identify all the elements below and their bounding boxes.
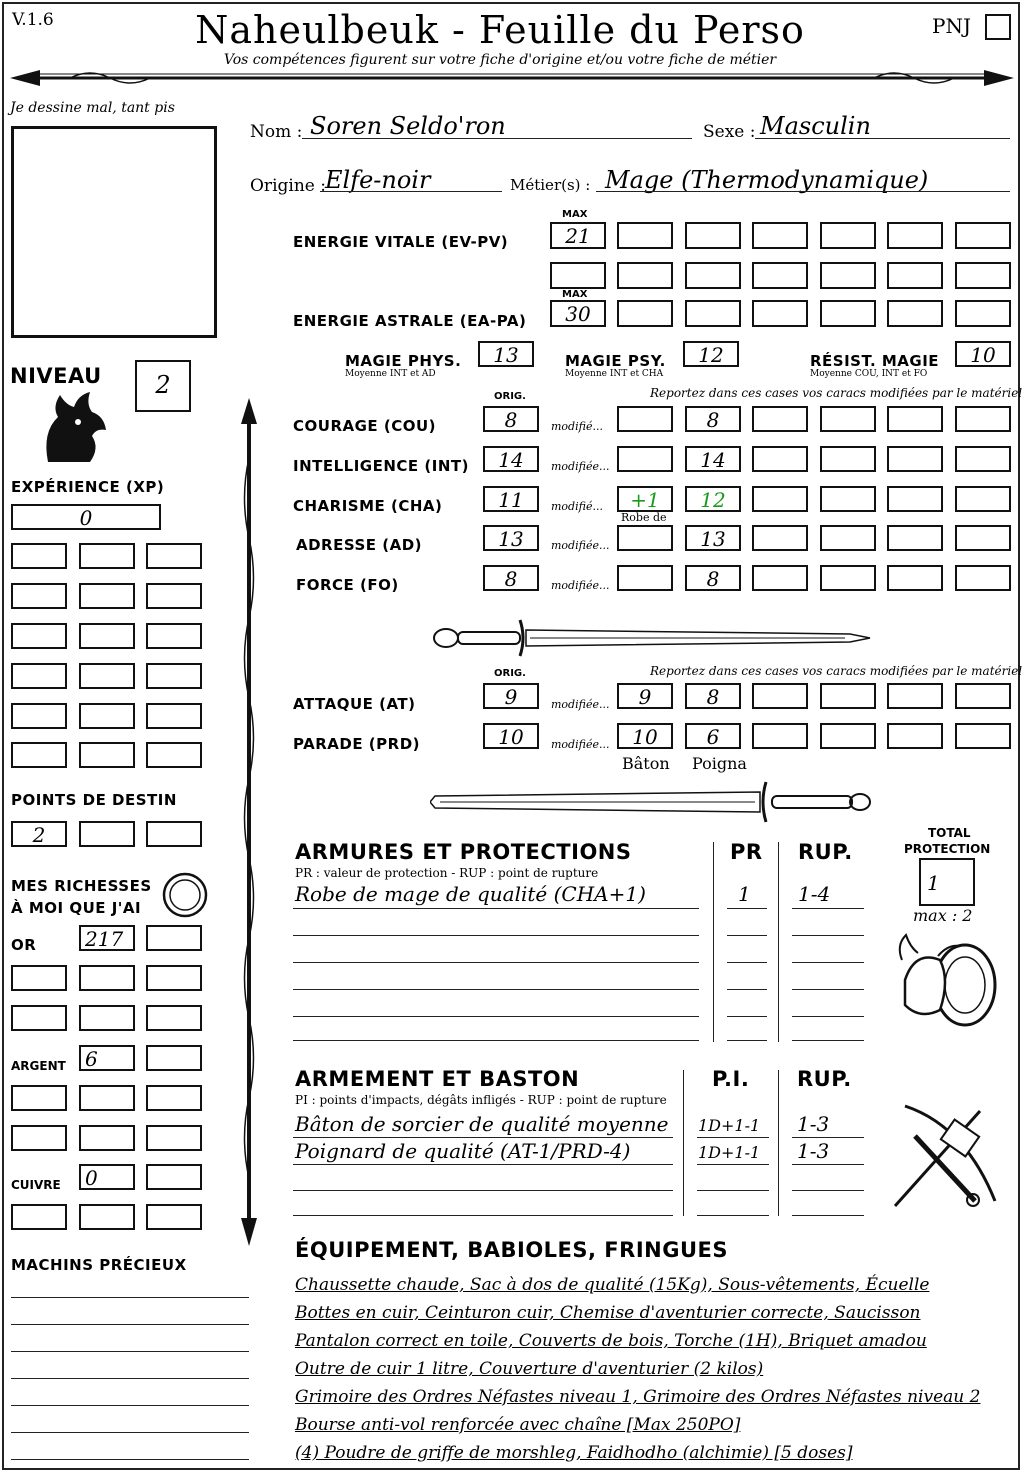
combat-mod-box[interactable]	[955, 723, 1011, 749]
carac-mod-box[interactable]	[752, 486, 808, 512]
pnj-checkbox[interactable]	[985, 14, 1011, 40]
armure-pr-line[interactable]	[727, 1040, 767, 1041]
carac-mod-box[interactable]	[887, 565, 943, 591]
xp-grid-box[interactable]	[146, 623, 202, 649]
cuivre-box[interactable]	[11, 1204, 67, 1230]
machins-line[interactable]	[11, 1459, 249, 1460]
arme-line	[293, 1164, 673, 1165]
carac-report-note: Reportez dans ces cases vos caracs modifiées par le matériel	[650, 386, 1023, 400]
arme-rup[interactable]: 1-3	[797, 1112, 830, 1136]
magie-psy-note: Moyenne INT et CHA	[565, 369, 664, 379]
carac-orig-box[interactable]: 13	[483, 525, 539, 551]
spear-vertical-icon	[234, 398, 264, 1246]
pi-header: P.I.	[712, 1067, 750, 1091]
ev-box[interactable]	[617, 262, 673, 289]
spear-divider-icon	[10, 66, 1014, 90]
combat-mod-box[interactable]	[820, 723, 876, 749]
sword-icon	[430, 612, 875, 658]
combat-orig-box[interactable]: 9	[483, 683, 539, 709]
arme-pi-line	[697, 1137, 769, 1138]
carac-modif-label: modifiée...	[551, 579, 610, 592]
carac-mod-box[interactable]	[955, 446, 1011, 472]
niveau-box[interactable]: 2	[135, 360, 191, 412]
carac-mod-box[interactable]: 12	[685, 486, 741, 512]
argent-box[interactable]	[146, 1045, 202, 1071]
ea-max-label: MAX	[562, 289, 588, 300]
magie-phys-label: MAGIE PHYS.	[345, 352, 462, 370]
version-label: V.1.6	[12, 10, 54, 30]
carac-mod-box[interactable]	[955, 525, 1011, 551]
total-protection-box[interactable]: 1	[919, 858, 975, 906]
carac-mod-box[interactable]	[887, 486, 943, 512]
xp-box[interactable]: 0	[11, 504, 161, 530]
armure-rup-line[interactable]	[792, 1040, 864, 1041]
xp-grid-box[interactable]	[146, 543, 202, 569]
combat-label: PARADE (PRD)	[293, 735, 421, 753]
magie-psy-box[interactable]: 12	[683, 341, 739, 367]
carac-mod-box[interactable]: 14	[685, 446, 741, 472]
combat-orig-box[interactable]: 10	[483, 723, 539, 749]
combat-mod-box[interactable]	[752, 683, 808, 709]
carac-mod-box[interactable]	[887, 446, 943, 472]
metier-line	[596, 191, 1010, 192]
armure-pr-line[interactable]	[727, 989, 767, 990]
destin-box[interactable]	[79, 821, 135, 847]
ev-box[interactable]	[820, 222, 876, 249]
orig-label: ORIG.	[494, 391, 526, 402]
or-box[interactable]	[79, 965, 135, 991]
arme-pi-line[interactable]	[697, 1215, 769, 1216]
cuivre-box[interactable]	[79, 1204, 135, 1230]
carac-modif-label: modifiée...	[551, 460, 610, 473]
origine-value[interactable]: Elfe-noir	[325, 166, 431, 194]
armure-pr-line[interactable]	[727, 1016, 767, 1017]
xp-grid-box[interactable]	[146, 742, 202, 768]
sword-icon	[430, 778, 875, 824]
origine-line	[320, 191, 502, 192]
carac-mod-box[interactable]: 13	[685, 525, 741, 551]
ea-box[interactable]	[820, 300, 876, 327]
combat-modif-label: modifiée...	[551, 698, 610, 711]
carac-label: ADRESSE (AD)	[296, 536, 423, 554]
arme-pi[interactable]: 1D+1-1	[698, 1116, 761, 1135]
richesses-label: À MOI QUE J'AI	[11, 899, 142, 917]
arme-rup[interactable]: 1-3	[797, 1139, 830, 1163]
column-divider	[778, 1070, 779, 1216]
combat-label: ATTAQUE (AT)	[293, 695, 416, 713]
resist-magie-box[interactable]: 10	[955, 341, 1011, 367]
machins-line[interactable]	[11, 1324, 249, 1325]
rup-header: RUP.	[798, 840, 853, 864]
combat-mod-box[interactable]	[955, 683, 1011, 709]
rup-header: RUP.	[797, 1067, 852, 1091]
carac-modif-label: modifié...	[551, 420, 603, 433]
combat-modif-label: modifiée...	[551, 738, 610, 751]
combat-mod-box[interactable]: 10	[617, 723, 673, 749]
magie-psy-label: MAGIE PSY.	[565, 352, 666, 370]
armure-line[interactable]	[293, 1016, 699, 1017]
nom-label: Nom :	[250, 122, 303, 142]
or-box[interactable]	[11, 1005, 67, 1031]
xp-grid-box[interactable]	[11, 703, 67, 729]
xp-grid-box[interactable]	[11, 623, 67, 649]
arme-line[interactable]	[293, 1190, 673, 1191]
equipement-line[interactable]: Bottes en cuir, Ceinturon cuir, Chemise d'aventurier correcte, Saucisson	[295, 1303, 921, 1323]
armures-note: PR : valeur de protection - RUP : point de rupture	[295, 866, 599, 880]
carac-mod-box[interactable]	[752, 406, 808, 432]
destin-label: POINTS DE DESTIN	[11, 791, 177, 809]
combat-mod-box[interactable]	[752, 723, 808, 749]
column-divider	[713, 842, 714, 1042]
armure-line[interactable]	[293, 935, 699, 936]
arme-line	[293, 1137, 673, 1138]
or-box[interactable]: 217	[79, 925, 135, 951]
pr-header: PR	[730, 840, 763, 864]
equipement-line[interactable]: Pantalon correct en toile, Couverts de bois, Torche (1H), Briquet amadou	[295, 1331, 927, 1351]
carac-mod-box[interactable]	[617, 565, 673, 591]
equipement-line[interactable]: (4) Poudre de griffe de morshleg, Faidhodho (alchimie) [5 doses]	[295, 1443, 853, 1463]
equipement-line[interactable]: Outre de cuir 1 litre, Couverture d'aventurier (2 kilos)	[295, 1359, 764, 1379]
combat-orig-label: ORIG.	[494, 668, 526, 679]
carac-mod-box[interactable]: 8	[685, 565, 741, 591]
combat-mod-box[interactable]	[887, 683, 943, 709]
carac-mod-box[interactable]	[955, 406, 1011, 432]
machins-label: MACHINS PRÉCIEUX	[11, 1256, 187, 1274]
armure-rup-line[interactable]	[792, 962, 864, 963]
total-protection-label: PROTECTION	[904, 842, 991, 856]
niveau-label: NIVEAU	[10, 364, 102, 388]
carac-orig-box[interactable]: 14	[483, 446, 539, 472]
nom-line	[302, 138, 692, 139]
equipement-line[interactable]: Bourse anti-vol renforcée avec chaîne [Max 250PO]	[295, 1415, 741, 1435]
carac-mod-box[interactable]	[820, 486, 876, 512]
carac-orig-box[interactable]: 11	[483, 486, 539, 512]
ev-box[interactable]	[955, 222, 1011, 249]
arme-rup-line	[792, 1164, 864, 1165]
argent-box[interactable]	[146, 1085, 202, 1111]
portrait-box[interactable]	[11, 126, 217, 338]
ev-box[interactable]	[955, 262, 1011, 289]
arme-pi-line	[697, 1164, 769, 1165]
armure-pr-line[interactable]	[727, 935, 767, 936]
machins-line[interactable]	[11, 1297, 249, 1298]
equipement-title: ÉQUIPEMENT, BABIOLES, FRINGUES	[295, 1238, 728, 1262]
armure-line	[293, 908, 699, 909]
xp-grid-box[interactable]	[79, 663, 135, 689]
weapons-icon	[885, 1096, 1005, 1216]
combat-mod-box[interactable]: 9	[617, 683, 673, 709]
xp-grid-box[interactable]	[79, 543, 135, 569]
xp-grid-box[interactable]	[146, 703, 202, 729]
carac-mod-box[interactable]	[820, 406, 876, 432]
cuivre-label: CUIVRE	[11, 1178, 61, 1192]
argent-box[interactable]: 6	[79, 1045, 135, 1071]
carac-modif-label: modifiée...	[551, 539, 610, 552]
metier-label: Métier(s) :	[510, 176, 591, 194]
carac-mod-box[interactable]	[617, 406, 673, 432]
argent-box[interactable]	[11, 1125, 67, 1151]
sexe-label: Sexe :	[703, 122, 756, 142]
ev-label: ENERGIE VITALE (EV-PV)	[293, 233, 509, 251]
carac-orig-box[interactable]: 8	[483, 565, 539, 591]
metier-value[interactable]: Mage (Thermodynamique)	[605, 166, 929, 194]
combat-mod-box[interactable]	[820, 683, 876, 709]
armure-line[interactable]	[293, 962, 699, 963]
carac-mod-box[interactable]	[752, 565, 808, 591]
carac-mod-box[interactable]	[955, 565, 1011, 591]
dragon-icon	[38, 392, 106, 464]
ev-max-box[interactable]: 21	[550, 222, 606, 249]
or-label: OR	[11, 936, 37, 954]
ev-box[interactable]	[685, 222, 741, 249]
xp-grid-box[interactable]	[79, 623, 135, 649]
carac-mod-box[interactable]	[887, 406, 943, 432]
ea-box[interactable]	[752, 300, 808, 327]
sexe-value[interactable]: Masculin	[760, 112, 871, 140]
combat-mod-box[interactable]: 8	[685, 683, 741, 709]
arme-pi-line[interactable]	[697, 1190, 769, 1191]
page-subtitle: Vos compétences figurent sur votre fiche d'origine et/ou votre fiche de métier	[223, 52, 777, 68]
armure-rup[interactable]: 1-4	[798, 882, 831, 906]
xp-grid-box[interactable]	[79, 583, 135, 609]
arme-line[interactable]	[293, 1215, 673, 1216]
carac-mod-box[interactable]	[820, 525, 876, 551]
combat-report-note: Reportez dans ces cases vos caracs modifiées par le matériel	[650, 664, 1023, 678]
xp-grid-box[interactable]	[11, 742, 67, 768]
origine-label: Origine :	[250, 176, 326, 196]
ev-box[interactable]	[752, 262, 808, 289]
xp-grid-box[interactable]	[146, 583, 202, 609]
ea-max-box[interactable]: 30	[550, 300, 606, 327]
armure-pr-line	[727, 908, 767, 909]
helmet-shield-icon	[890, 930, 1000, 1034]
carac-label: CHARISME (CHA)	[293, 497, 443, 515]
page-title: Naheulbeuk - Feuille du Perso	[195, 8, 805, 52]
coin-icon	[162, 872, 208, 918]
ev-max-label: MAX	[562, 209, 588, 220]
cuivre-box[interactable]	[146, 1164, 202, 1190]
destin-box[interactable]: 2	[11, 821, 67, 847]
destin-box[interactable]	[146, 821, 202, 847]
carac-mod-box[interactable]	[617, 446, 673, 472]
or-box[interactable]	[146, 1005, 202, 1031]
arme-rup-line[interactable]	[792, 1190, 864, 1191]
ev-box[interactable]	[752, 222, 808, 249]
armement-note: PI : points d'impacts, dégâts infligés - RUP : point de rupture	[295, 1093, 667, 1107]
armure-line[interactable]	[293, 989, 699, 990]
ea-label: ENERGIE ASTRALE (EA-PA)	[293, 312, 527, 330]
arme-rup-line[interactable]	[792, 1215, 864, 1216]
argent-box[interactable]	[79, 1125, 135, 1151]
ev-box[interactable]	[550, 262, 606, 289]
portrait-caption: Je dessine mal, tant pis	[10, 100, 175, 116]
ev-box[interactable]	[820, 262, 876, 289]
xp-grid-box[interactable]	[146, 663, 202, 689]
armures-title: ARMURES ET PROTECTIONS	[295, 840, 632, 864]
carac-mod-source: Robe de	[621, 511, 667, 524]
combat-mod-box[interactable]: 6	[685, 723, 741, 749]
ea-box[interactable]	[685, 300, 741, 327]
ev-box[interactable]	[617, 222, 673, 249]
xp-grid-box[interactable]	[79, 742, 135, 768]
magie-phys-box[interactable]: 13	[478, 341, 534, 367]
carac-orig-box[interactable]: 8	[483, 406, 539, 432]
or-box[interactable]	[11, 965, 67, 991]
argent-box[interactable]	[11, 1085, 67, 1111]
or-box[interactable]	[146, 965, 202, 991]
ev-box[interactable]	[887, 262, 943, 289]
carac-mod-box[interactable]	[820, 446, 876, 472]
nom-value[interactable]: Soren Seldo'ron	[310, 112, 506, 140]
total-protection-label: TOTAL	[928, 826, 971, 840]
armure-rup-line[interactable]	[792, 1016, 864, 1017]
ev-box[interactable]	[685, 262, 741, 289]
carac-mod-box[interactable]: 8	[685, 406, 741, 432]
pnj-label: PNJ	[932, 14, 971, 38]
weapon-col-label: Poigna	[692, 754, 747, 773]
arme-pi[interactable]: 1D+1-1	[698, 1143, 761, 1162]
machins-line[interactable]	[11, 1405, 249, 1406]
richesses-label: MES RICHESSES	[11, 877, 152, 895]
armement-title: ARMEMENT ET BASTON	[295, 1067, 580, 1091]
magie-phys-note: Moyenne INT et AD	[345, 369, 436, 379]
armure-line[interactable]	[293, 1040, 699, 1041]
machins-line[interactable]	[11, 1378, 249, 1379]
ea-box[interactable]	[617, 300, 673, 327]
arme-name[interactable]: Poignard de qualité (AT-1/PRD-4)	[295, 1139, 631, 1163]
cuivre-box[interactable]: 0	[79, 1164, 135, 1190]
xp-label: EXPÉRIENCE (XP)	[11, 478, 165, 496]
xp-grid-box[interactable]	[11, 543, 67, 569]
or-box[interactable]	[146, 925, 202, 951]
equipement-line[interactable]: Chaussette chaude, Sac à dos de qualité (15Kg), Sous-vêtements, Écuelle	[295, 1275, 930, 1295]
machins-line[interactable]	[11, 1432, 249, 1433]
carac-mod-box[interactable]	[752, 525, 808, 551]
carac-label: FORCE (FO)	[296, 576, 399, 594]
column-divider	[683, 1070, 684, 1216]
xp-grid-box[interactable]	[79, 703, 135, 729]
armure-pr[interactable]: 1	[738, 882, 751, 906]
xp-grid-box[interactable]	[11, 583, 67, 609]
argent-label: ARGENT	[11, 1059, 66, 1073]
armure-pr-line[interactable]	[727, 962, 767, 963]
column-divider	[778, 842, 779, 1042]
arme-name[interactable]: Bâton de sorcier de qualité moyenne	[295, 1112, 669, 1136]
xp-grid-box[interactable]	[11, 663, 67, 689]
carac-label: INTELLIGENCE (INT)	[293, 457, 469, 475]
resist-magie-label: RÉSIST. MAGIE	[810, 352, 940, 370]
armure-rup-line	[792, 908, 864, 909]
argent-box[interactable]	[79, 1085, 135, 1111]
ev-box[interactable]	[887, 222, 943, 249]
machins-line[interactable]	[11, 1351, 249, 1352]
carac-mod-box[interactable]	[887, 525, 943, 551]
carac-mod-box[interactable]	[955, 486, 1011, 512]
total-protection-max: max : 2	[913, 906, 973, 925]
argent-box[interactable]	[146, 1125, 202, 1151]
resist-magie-note: Moyenne COU, INT et FO	[810, 369, 928, 379]
carac-mod-box[interactable]	[820, 565, 876, 591]
cuivre-box[interactable]	[146, 1204, 202, 1230]
combat-mod-box[interactable]	[887, 723, 943, 749]
equipement-line[interactable]: Grimoire des Ordres Néfastes niveau 1, Grimoire des Ordres Néfastes niveau 2	[295, 1387, 981, 1407]
arme-rup-line	[792, 1137, 864, 1138]
carac-label: COURAGE (COU)	[293, 417, 437, 435]
sexe-line	[755, 138, 1010, 139]
armure-rup-line[interactable]	[792, 935, 864, 936]
ea-box[interactable]	[887, 300, 943, 327]
weapon-col-label: Bâton	[622, 754, 670, 773]
carac-mod-box[interactable]	[617, 525, 673, 551]
armure-rup-line[interactable]	[792, 989, 864, 990]
carac-modif-label: modifié...	[551, 500, 603, 513]
ea-box[interactable]	[955, 300, 1011, 327]
carac-mod-box[interactable]: +1	[617, 486, 673, 512]
armure-name[interactable]: Robe de mage de qualité (CHA+1)	[295, 882, 646, 906]
or-box[interactable]	[79, 1005, 135, 1031]
carac-mod-box[interactable]	[752, 446, 808, 472]
